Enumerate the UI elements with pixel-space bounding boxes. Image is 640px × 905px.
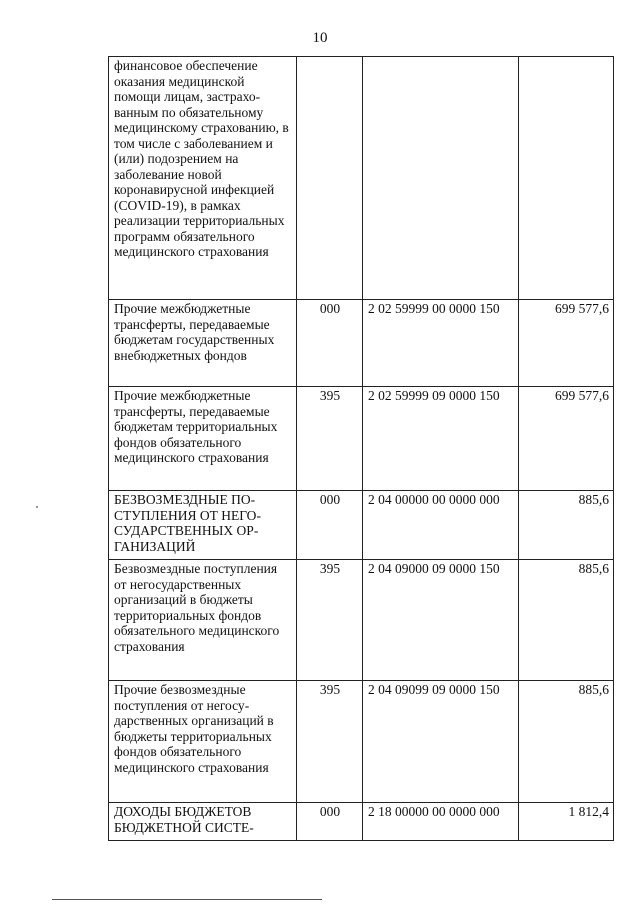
income-name-cell: БЕЗВОЗМЕЗДНЫЕ ПОСТУПЛЕНИЯ ОТ НЕГОСУДАРСТВЕННЫХ ОРГАНИЗАЦИЙ: [109, 491, 297, 560]
table-row: [109, 57, 614, 300]
income-name-cell: Прочие межбюджетные трансферты, передаваемые бюджетам территориальных фондов обязательного медицинского страхования: [109, 387, 297, 491]
admin-code-cell: 000: [297, 803, 363, 841]
budget-code-cell: 2 04 00000 00 0000 000: [363, 491, 519, 560]
income-name-cell: Безвозмездные поступления от негосударственных организаций в бюджеты территориальных фондов обязательного медицинского страхования: [109, 560, 297, 681]
scan-speck: [36, 506, 38, 508]
admin-code-cell: 395: [297, 560, 363, 681]
amount-cell: 885,6: [519, 560, 614, 681]
page-number: 10: [312, 30, 328, 46]
budget-code-cell: 2 04 09099 09 0000 150: [363, 681, 519, 803]
admin-code-cell: 395: [297, 681, 363, 803]
income-name-cell: финансовое обеспечение оказания медицинской помощи лицам, застрахованным по обязательному медицинскому страхованию, в том числе с заболеванием и (или) подозрением на заболевание новой коронавирусной инфекцией (COVID-19), в рамках реализации территориальных программ обязательного медицинского страхования: [109, 57, 297, 300]
admin-code-cell: 000: [297, 491, 363, 560]
budget-code-cell: 2 02 59999 09 0000 150: [363, 387, 519, 491]
amount-cell: 699 577,6: [519, 300, 614, 387]
table-row: [109, 681, 614, 803]
budget-code-cell: 2 04 09000 09 0000 150: [363, 560, 519, 681]
table-row: [109, 491, 614, 560]
admin-code-cell: 395: [297, 387, 363, 491]
table-row: [109, 560, 614, 681]
budget-code-cell: [363, 57, 519, 300]
table-row: [109, 803, 614, 841]
admin-code-cell: [297, 57, 363, 300]
income-name-cell: Прочие межбюджетные трансферты, передаваемые бюджетам государственных внебюджетных фондов: [109, 300, 297, 387]
budget-code-cell: 2 18 00000 00 0000 000: [363, 803, 519, 841]
admin-code-cell: 000: [297, 300, 363, 387]
income-name-cell: ДОХОДЫ БЮДЖЕТОВ БЮДЖЕТНОЙ СИСТЕ-: [109, 803, 297, 841]
amount-cell: 885,6: [519, 681, 614, 803]
amount-cell: 1 812,4: [519, 803, 614, 841]
amount-cell: 885,6: [519, 491, 614, 560]
budget-code-cell: 2 02 59999 00 0000 150: [363, 300, 519, 387]
table-row: [109, 387, 614, 491]
income-name-cell: Прочие безвозмездные поступления от негосударственных организаций в бюджеты территориальных фондов обязательного медицинского страхования: [109, 681, 297, 803]
table-row: [109, 300, 614, 387]
amount-cell: 699 577,6: [519, 387, 614, 491]
footer-rule: [52, 899, 322, 900]
amount-cell: [519, 57, 614, 300]
budget-income-table: [108, 56, 614, 841]
